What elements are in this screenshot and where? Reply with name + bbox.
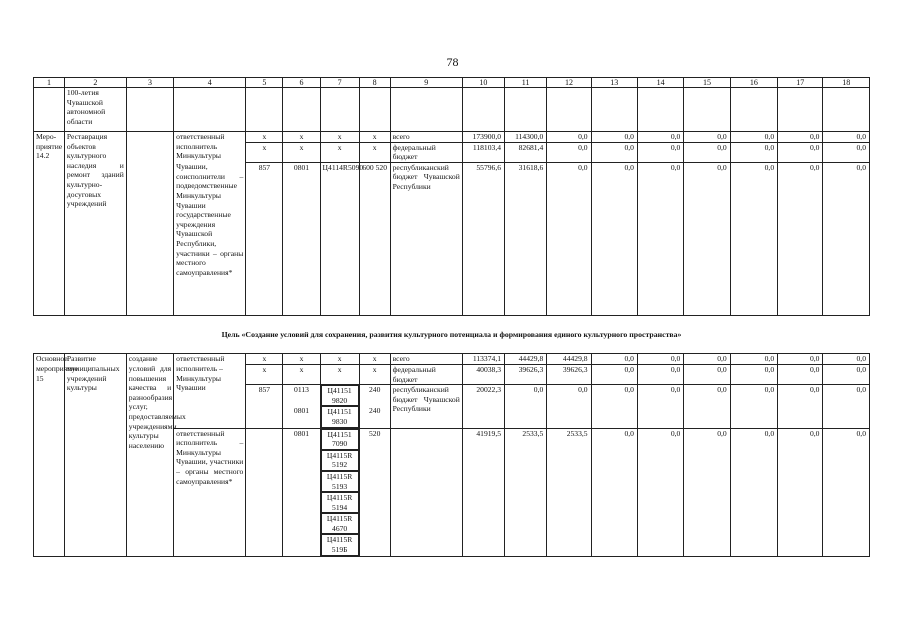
col-header: 4	[174, 78, 246, 88]
cell-value: 39626,3	[547, 364, 591, 384]
cell-section: x	[283, 364, 320, 384]
cell-value: 0,0	[730, 142, 777, 162]
cell-value: 0,0	[778, 428, 823, 556]
cell-value: 0,0	[778, 364, 823, 384]
cell-value: 0,0	[823, 385, 870, 407]
col-header: 12	[547, 78, 591, 88]
cell-source: всего	[390, 354, 462, 365]
cell-value: 0,0	[730, 364, 777, 384]
col-header: 3	[126, 78, 173, 88]
cell-measure-code: Меро-приятие 14.2	[34, 132, 65, 316]
col-header: 8	[359, 78, 390, 88]
col-header: 16	[730, 78, 777, 88]
cell-value: 40038,3	[462, 364, 504, 384]
cell-section: x	[283, 142, 320, 162]
col-header: 5	[246, 78, 283, 88]
col-header: 17	[778, 78, 823, 88]
cell-measure-name: 100-летия Чувашской автономной области	[64, 88, 126, 132]
cell-source: федеральный бюджет	[390, 142, 462, 162]
cell-value: 0,0	[591, 132, 637, 143]
cell-grbs: 857	[246, 162, 283, 315]
page-number: 78	[446, 55, 459, 69]
cell-source: республиканский бюджет Чувашской Республики	[390, 385, 462, 428]
cell-value: 114300,0	[505, 132, 547, 143]
cell-source: федеральный бюджет	[390, 364, 462, 384]
cell-target: x	[320, 132, 359, 143]
cell-value: 0,0	[591, 354, 637, 365]
cell-value: 0,0	[730, 428, 777, 556]
cell-value: 0,0	[547, 385, 591, 407]
col-header: 7	[320, 78, 359, 88]
cell-value: 0,0	[823, 142, 870, 162]
cell-value: 0,0	[547, 162, 591, 315]
cell-expense-type: x	[359, 142, 390, 162]
cell-value: 0,0	[823, 364, 870, 384]
cell-value: 0,0	[547, 132, 591, 143]
cell-value: 0,0	[637, 354, 683, 365]
cell-value: 0,0	[778, 132, 823, 143]
cell-section: x	[283, 354, 320, 365]
cell-section: 0801	[283, 162, 320, 315]
col-header: 1	[34, 78, 65, 88]
cell-value: 0,0	[684, 132, 730, 143]
cell-target: Ц41151 9830	[320, 406, 359, 428]
cell-value: 0,0	[637, 364, 683, 384]
cell-value: 0,0	[547, 142, 591, 162]
cell-value: 0,0	[684, 364, 730, 384]
cell-grbs: x	[246, 354, 283, 365]
cell-value: 20022,3	[462, 385, 504, 407]
cell-executor: ответственный исполнитель Минкультуры	[174, 132, 246, 163]
cell-value: 0,0	[823, 354, 870, 365]
cell-expense-type: 520	[359, 428, 390, 556]
cell-value: 0,0	[730, 162, 777, 315]
cell-value: 0,0	[730, 385, 777, 407]
cell-value: 0,0	[591, 364, 637, 384]
cell-section: 0113	[283, 385, 320, 407]
col-header: 9	[390, 78, 462, 88]
cell-value: 0,0	[684, 162, 730, 315]
col-header: 11	[505, 78, 547, 88]
goal-heading: Цель «Создание условий для сохранения, развития культурного потенциала и формирования единого культурного пространства»	[221, 329, 682, 339]
cell-grbs: 857	[246, 385, 283, 428]
cell-value: 82681,4	[505, 142, 547, 162]
cell-value: 0,0	[591, 385, 637, 407]
col-header: 10	[462, 78, 504, 88]
cell-expense-type: 240	[359, 406, 390, 428]
header-row	[34, 78, 870, 88]
cell-value: 39626,3	[505, 364, 547, 384]
col-header: 15	[684, 78, 730, 88]
cell-target: x	[320, 142, 359, 162]
cell-value: 0,0	[591, 142, 637, 162]
cell-value: 31618,6	[505, 162, 547, 315]
cell-value: 0,0	[591, 162, 637, 315]
cell-expense-type: 600 520	[359, 162, 390, 315]
cell-section: 0801	[283, 428, 320, 556]
cell-value: 0,0	[591, 428, 637, 556]
cell-target: x	[320, 354, 359, 365]
cell-value: 0,0	[684, 354, 730, 365]
cell-executor: ответственный исполнитель – Минкультуры Чувашии	[174, 354, 246, 428]
cell-executor: ответственный исполнитель – Минкультуры Чувашии, участники – органы местного самоуправления*	[174, 428, 246, 556]
cell-section: 0801	[283, 406, 320, 428]
cell-expense-type: x	[359, 354, 390, 365]
table-row	[34, 88, 870, 132]
cell-value: 0,0	[505, 385, 547, 407]
cell-target-list: Ц41151 7090 Ц4115R 5192 Ц4115R 5193 Ц4115R 5194 Ц4115R 4670 Ц4115R 519Б	[320, 428, 359, 556]
cell-value: 0,0	[823, 428, 870, 556]
cell-target: Ц41151 9820	[320, 385, 359, 407]
col-header: 13	[591, 78, 637, 88]
table-row	[34, 354, 870, 365]
cell-value: 44429,8	[547, 354, 591, 365]
cell-value: 2533,5	[505, 428, 547, 556]
cell-value: 0,0	[684, 428, 730, 556]
cell-value: 0,0	[730, 132, 777, 143]
table-row	[34, 132, 870, 143]
cell-goal-text: создание условий для повышения качества и разнообразия услуг, предоставляемых учреждениями культуры населению	[126, 354, 173, 556]
cell-measure-name: Реставрация объектов культурного наследия и ремонт зданий культурно-досуговых учреждений	[64, 132, 126, 316]
cell-value: 0,0	[637, 428, 683, 556]
cell-value: 0,0	[730, 354, 777, 365]
cell-value: 55796,6	[462, 162, 504, 315]
cell-target: x	[320, 364, 359, 384]
cell-expense-type: 240	[359, 385, 390, 407]
cell-value: 118103,4	[462, 142, 504, 162]
cell-source: республиканский бюджет Чувашской Республики	[390, 162, 462, 315]
cell-section: x	[283, 132, 320, 143]
cell-expense-type: x	[359, 132, 390, 143]
col-header: 18	[823, 78, 870, 88]
cell-value: 0,0	[823, 132, 870, 143]
cell-grbs: x	[246, 364, 283, 384]
col-header: 14	[637, 78, 683, 88]
cell-value: 0,0	[637, 142, 683, 162]
cell-source: всего	[390, 132, 462, 143]
cell-expense-type: x	[359, 364, 390, 384]
col-header: 2	[64, 78, 126, 88]
cell-value: 113374,1	[462, 354, 504, 365]
cell-target: Ц4114R5090	[320, 162, 359, 315]
cell-grbs: x	[246, 142, 283, 162]
cell-value: 0,0	[637, 162, 683, 315]
cell-value: 0,0	[778, 142, 823, 162]
cell-value: 0,0	[684, 142, 730, 162]
cell-grbs: x	[246, 132, 283, 143]
cell-executor: Чувашии, соисполнители – подведомственные Минкультуры Чувашии государственные учреждения Чувашской Республики, участники – органы местного самоуправления*	[174, 162, 246, 315]
cell-value: 2533,5	[547, 428, 591, 556]
cell-value: 0,0	[823, 162, 870, 315]
cell-value: 0,0	[684, 385, 730, 407]
col-header: 6	[283, 78, 320, 88]
cell-value: 173900,0	[462, 132, 504, 143]
cell-measure-code: Основное мероприятие 15	[34, 354, 65, 556]
cell-value: 0,0	[778, 162, 823, 315]
cell-value: 0,0	[637, 132, 683, 143]
budget-table	[33, 77, 870, 557]
cell-measure-name: Развитие муниципальных учреждений культуры	[64, 354, 126, 556]
cell-value: 44429,8	[505, 354, 547, 365]
cell-value: 0,0	[778, 354, 823, 365]
cell-value: 0,0	[637, 385, 683, 407]
cell-value: 0,0	[778, 385, 823, 407]
cell-value: 41919,5	[462, 428, 504, 556]
